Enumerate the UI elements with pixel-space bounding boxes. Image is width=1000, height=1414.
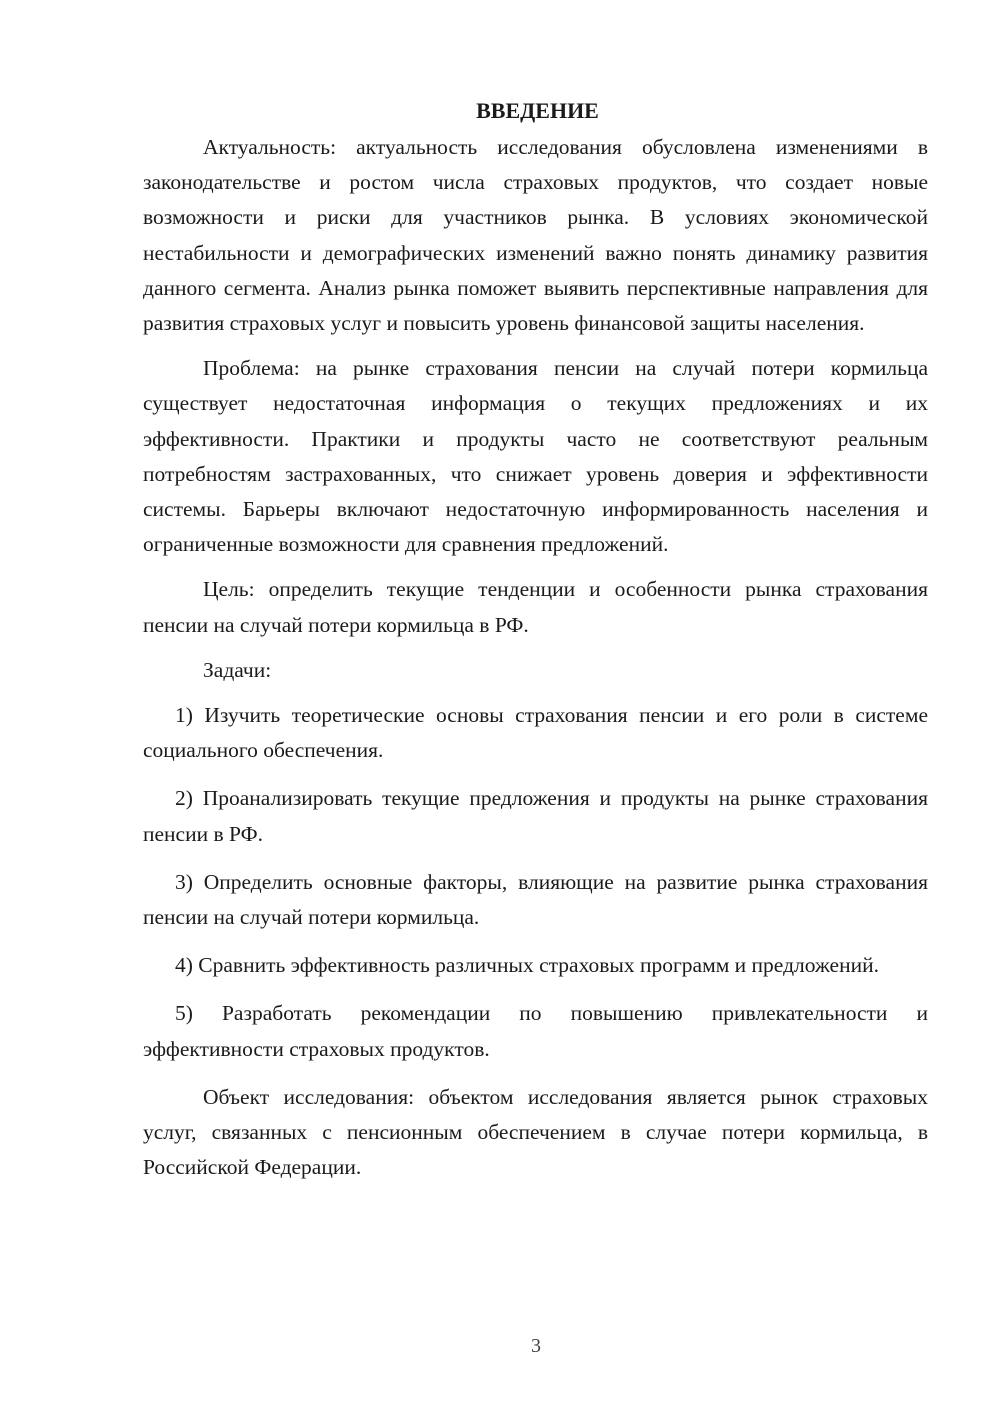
list-item-task-4: 4) Сравнить эффективность различных страховых программ и предложений. — [175, 953, 879, 978]
list-item-task-3: 3) Определить основные факторы, влияющие на развитие рынка страхования пенсии на случай потери кормильца. — [143, 869, 928, 930]
page-number: 3 — [531, 1335, 541, 1357]
paragraph-problem: Проблема: на рынке страхования пенсии на случай потери кормильца существует недостаточная информация о текущих предложениях и их эффективности. Практики и продукты часто не соответствуют реальным потребностям застрахованных, что снижает уровень доверия и эффективности системы. Барьеры включают недостаточную информированность населения и ограниченные возможности для сравнения предложений. — [143, 356, 928, 557]
paragraph-tasks-heading: Задачи: — [203, 657, 272, 682]
paragraph-object: Объект исследования: объектом исследования является рынок страховых услуг, связанных с пенсионным обеспечением в случае потери кормильца, в Российской Федерации. — [143, 1084, 928, 1180]
page-title: ВВЕДЕНИЕ — [476, 98, 599, 123]
list-item-task-2: 2) Проанализировать текущие предложения и продукты на рынке страхования пенсии в РФ. — [143, 786, 928, 846]
document-page — [143, 96, 928, 1185]
list-item-task-1: 1) Изучить теоретические основы страхования пенсии и его роли в системе социального обеспечения. — [143, 703, 928, 763]
paragraph-relevance: Актуальность: актуальность исследования обусловлена изменениями в законодательстве и ростом числа страховых продуктов, что создает новые возможности и риски для участников рынка. В условиях экономической нестабильности и демографических изменений важно понять динамику развития данного сегмента. Анализ рынка поможет выявить перспективные направления для развития страховых услуг и повысить уровень финансовой защиты населения. — [143, 135, 928, 336]
paragraph-goal: Цель: определить текущие тенденции и особенности рынка страхования пенсии на случай потери кормильца в РФ. — [143, 577, 928, 637]
list-item-task-5: 5) Разработать рекомендации по повышению привлекательности и эффективности страховых продуктов. — [143, 1001, 928, 1061]
